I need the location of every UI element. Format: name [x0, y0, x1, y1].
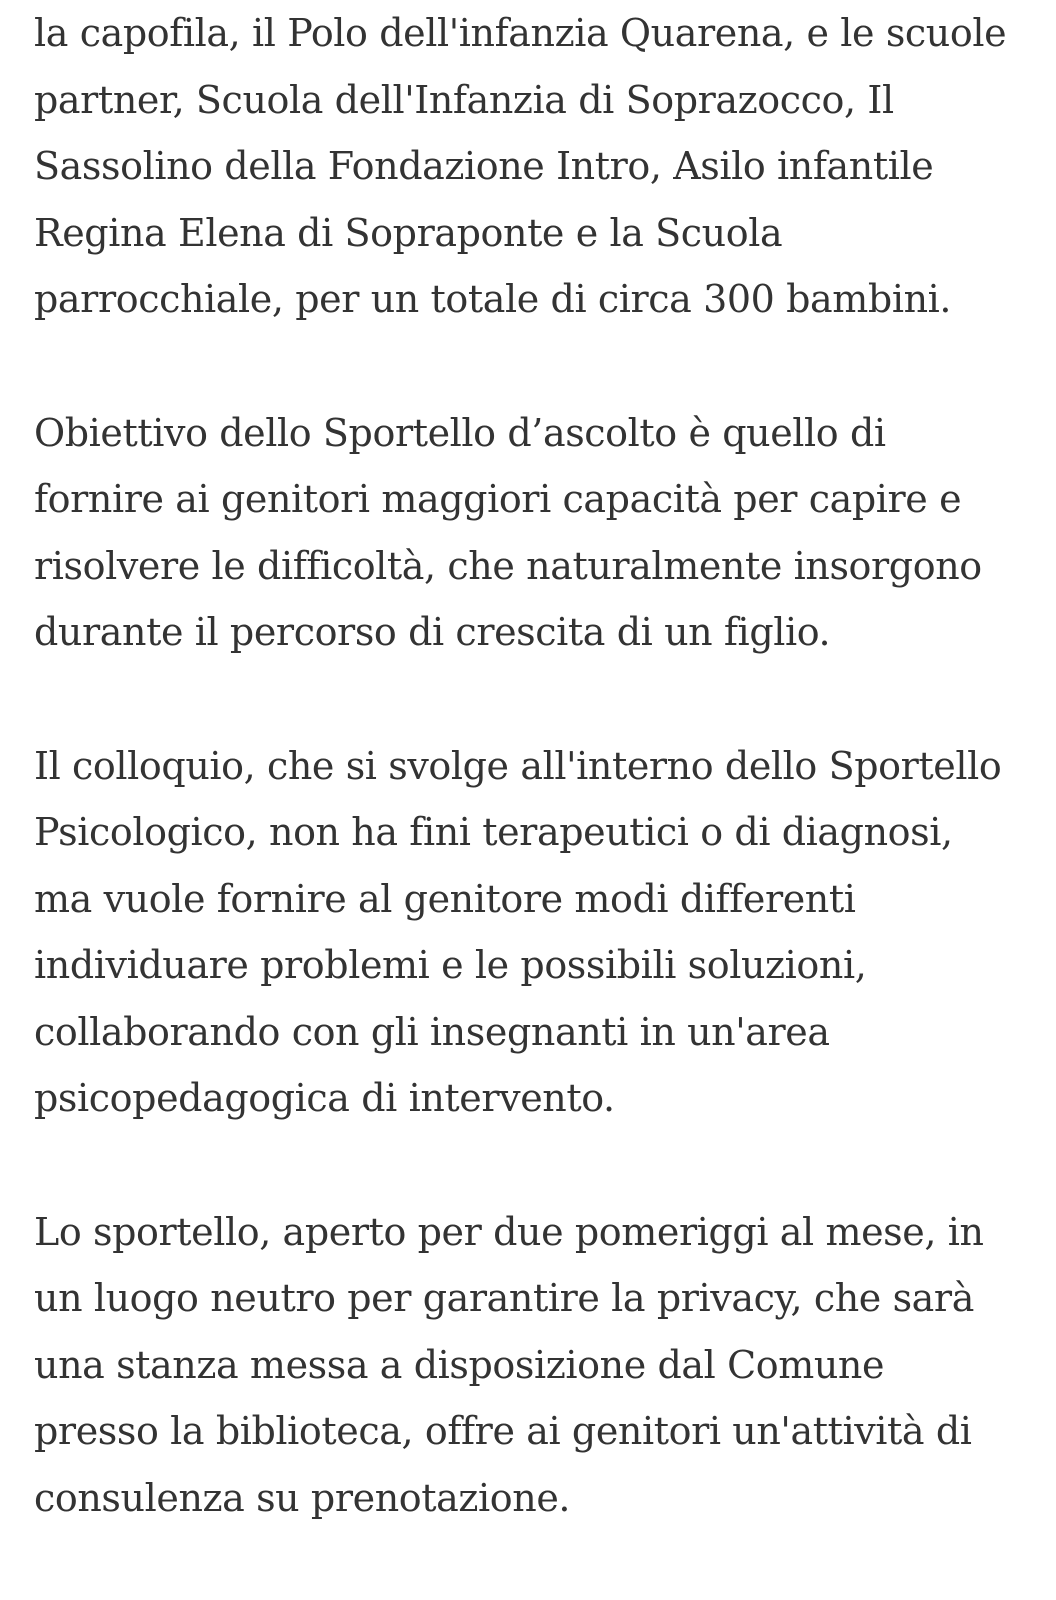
- text-line: Regina Elena di Sopraponte e la Scuola: [34, 210, 783, 255]
- text-line: Lo sportello, aperto per due pomeriggi al mese, in: [34, 1209, 984, 1254]
- text-line: collaborando con gli insegnanti in un'area: [34, 1009, 830, 1054]
- article-body: [34, 0, 1034, 1531]
- text-line: individuare problemi e le possibili soluzioni,: [34, 943, 867, 987]
- text-line: Obiettivo dello Sportello d’ascolto è quello di: [34, 410, 886, 455]
- text-line: presso la biblioteca, offre ai genitori un'attività di: [34, 1409, 972, 1453]
- paragraph-schools: [34, 0, 1034, 333]
- text-line: parrocchiale, per un totale di circa 300 bambini.: [34, 277, 952, 321]
- paragraph-colloquium: [34, 733, 1034, 1132]
- text-line: consulenza su prenotazione.: [34, 1475, 571, 1520]
- text-line: Sassolino della Fondazione Intro, Asilo infantile: [34, 144, 934, 188]
- text-line: risolvere le difficoltà, che naturalmente insorgono: [34, 543, 982, 588]
- text-line: durante il percorso di crescita di un figlio.: [34, 610, 831, 654]
- text-line: psicopedagogica di intervento.: [34, 1076, 615, 1120]
- paragraph-objective: [34, 400, 1034, 666]
- text-line: Il colloquio, che si svolge all'interno dello Sportello: [34, 743, 1002, 788]
- text-line: fornire ai genitori maggiori capacità per capire e: [34, 477, 962, 521]
- text-line: ma vuole fornire al genitore modi differenti: [34, 876, 856, 921]
- text-line: partner, Scuola dell'Infanzia di Soprazocco, Il: [34, 77, 894, 122]
- text-line: Psicologico, non ha fini terapeutici o di diagnosi,: [34, 810, 953, 854]
- text-line: un luogo neutro per garantire la privacy, che sarà: [34, 1276, 974, 1320]
- text-line: una stanza messa a disposizione dal Comune: [34, 1342, 885, 1387]
- paragraph-office-hours: [34, 1199, 1034, 1532]
- text-line: la capofila, il Polo dell'infanzia Quarena, e le scuole: [34, 11, 1007, 55]
